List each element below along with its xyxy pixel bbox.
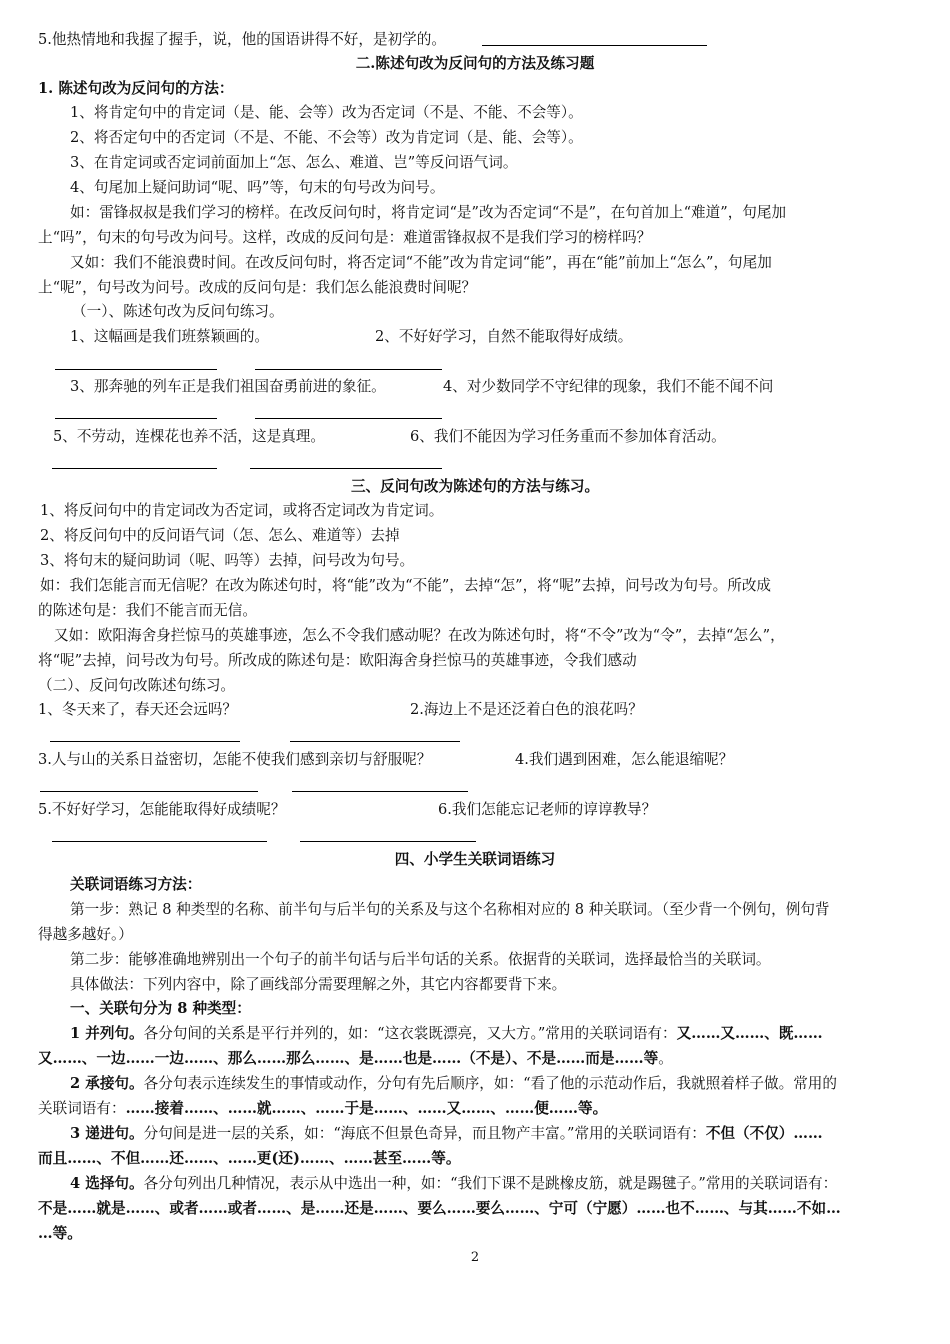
type-2-line [70, 1075, 837, 1093]
type-2-line [38, 1100, 607, 1118]
exercise-item: 2、不好好学习，自然不能取得好成绩。 [375, 328, 633, 345]
answer-blank [52, 841, 267, 842]
step-text: 得越多越好。） [38, 926, 133, 943]
type-1-line [70, 1025, 823, 1043]
section-2-method-heading: 1. 陈述句改为反问句的方法： [38, 80, 234, 97]
example-text: 将“呢”去掉，问号改为句号。所改成的陈述句是：欧阳海舍身拦惊马的英雄事迹，令我们感动 [38, 652, 637, 669]
example-text: 又如：我们不能浪费时间。在改反问句时，将否定词“不能”改为肯定词“能”，再在“能”前加上“怎么”，句尾加 [70, 254, 772, 271]
section-2-title: 二.陈述句改为反问句的方法及练习题 [355, 55, 595, 72]
type-description: 分句间是进一层的关系，如：“海底不但景色奇异，而且物产丰富。”常用的关联词语有： [143, 1125, 706, 1142]
exercise-line-5: 5.他热情地和我握了握手，说，他的国语讲得不好，是初学的。 [38, 31, 446, 48]
example-text: 的陈述句是：我们不能言而无信。 [38, 602, 257, 619]
type-lead: 关联词语有： [38, 1100, 126, 1117]
rule-item: 2、将反问句中的反问语气词（怎、怎么、难道等）去掉 [40, 527, 400, 544]
step-text: 第一步：熟记 8 种类型的名称、前半句与后半句的关系及与这个名称相对应的 8 种关联词。（至少背一个例句，例句背 [70, 901, 830, 918]
answer-blank [55, 418, 217, 419]
type-description: 各分句间的关系是平行并列的，如：“这衣裳既漂亮，又大方。”常用的关联词语有： [143, 1025, 677, 1042]
exercise-item: 4、对少数同学不守纪律的现象，我们不能不闻不问 [443, 378, 774, 395]
type-name: 4 选择句。 [70, 1175, 144, 1192]
connective-words: 又……、一边……一边……、那么……那么……、是……也是……（不是）、不是……而是……等 [38, 1050, 659, 1067]
exercise-item: 6、我们不能因为学习任务重而不参加体育活动。 [410, 428, 726, 445]
exercise-item: 5、不劳动，连棵花也养不活，这是真理。 [53, 428, 325, 445]
exercise-item: 3、那奔驰的列车正是我们祖国奋勇前进的象征。 [70, 378, 386, 395]
answer-blank [300, 841, 476, 842]
exercise-item: 3.人与山的关系日益密切，怎能不使我们感到亲切与舒服呢？ [38, 751, 432, 768]
type-4-line [70, 1175, 837, 1193]
section-3-title: 三、反问句改为陈述句的方法与练习。 [350, 478, 600, 495]
type-description: 各分句列出几种情况，表示从中选出一种，如：“我们下课不是跳橡皮筋，就是踢毽子。”常用的关联词语有： [143, 1175, 838, 1192]
exercise-item: 1、这幅画是我们班蔡颖画的。 [70, 328, 270, 345]
connective-words: ……接着……、……就……、……于是……、……又……、……便……等。 [125, 1100, 608, 1117]
example-text: 如：我们怎能言而无信呢？在改为陈述句时，将“能”改为“不能”，去掉“怎”，将“呢”去掉，问号改为句号。所改成 [40, 577, 772, 594]
rule-item: 1、将反问句中的肯定词改为否定词，或将否定词改为肯定词。 [40, 502, 444, 519]
type-1-line [38, 1050, 673, 1068]
connective-words: 不但（不仅）…… [705, 1125, 823, 1142]
practice-text: 具体做法：下列内容中，除了画线部分需要理解之外，其它内容都要背下来。 [70, 976, 567, 993]
method-heading: 关联词语练习方法： [70, 876, 202, 893]
rule-item: 3、将句末的疑问助词（呢、吗等）去掉，问号改为句号。 [40, 552, 415, 569]
answer-blank [55, 369, 217, 370]
answer-blank [482, 45, 707, 46]
connective-words: …等。 [38, 1225, 82, 1242]
answer-blank [255, 369, 442, 370]
exercise-item: 4.我们遇到困难，怎么能退缩呢？ [515, 751, 734, 768]
answer-blank [52, 468, 217, 469]
exercise-item: 5.不好好学习，怎能能取得好成绩呢？ [38, 801, 286, 818]
answer-blank [40, 791, 258, 792]
exercise-item: 6.我们怎能忘记老师的谆谆教导？ [438, 801, 657, 818]
exercise-heading: （二）、反问句改陈述句练习。 [38, 677, 236, 694]
answer-blank [292, 791, 468, 792]
answer-blank [50, 741, 240, 742]
connective-words: 而且……、不但……还……、……更(还)……、……甚至……等。 [38, 1150, 461, 1167]
example-text: 又如：欧阳海舍身拦惊马的英雄事迹，怎么不令我们感动呢？在改为陈述句时，将“不令”改为“令”，去掉“怎么”， [54, 627, 785, 644]
type-name: 2 承接句。 [70, 1075, 144, 1092]
connective-words: 不是……就是……、或者……或者……、是……还是……、要么……要么……、宁可（宁愿）……也不……、与其……不如… [38, 1200, 841, 1217]
example-text: 如：雷锋叔叔是我们学习的榜样。在改反问句时，将肯定词“是”改为否定词“不是”，在句首加上“难道”，句尾加 [70, 204, 787, 221]
rule-item: 3、在肯定词或否定词前面加上“怎、怎么、难道、岂”等反问语气词。 [70, 154, 518, 171]
type-name: 3 递进句。 [70, 1125, 144, 1142]
connective-words: 又……又……、既…… [676, 1025, 823, 1042]
rule-item: 4、句尾加上疑问助词“呢、吗”等，句末的句号改为问号。 [70, 179, 445, 196]
step-text: 第二步：能够准确地辨别出一个句子的前半句话与后半句话的关系。依据背的关联词，选择最恰当的关联词。 [70, 951, 771, 968]
example-text: 上“呢”，句号改为问号。改成的反问句是：我们怎么能浪费时间呢？ [38, 279, 477, 296]
section-4-title: 四、小学生关联词语练习 [394, 851, 556, 868]
answer-blank [255, 418, 442, 419]
exercise-item: 2.海边上不是还泛着白色的浪花吗？ [410, 701, 643, 718]
exercise-item: 1、冬天来了，春天还会远吗？ [38, 701, 238, 718]
type-3-line [70, 1125, 823, 1143]
exercise-heading: （一）、陈述句改为反问句练习。 [72, 303, 284, 320]
type-name: 1 并列句。 [70, 1025, 144, 1042]
rule-item: 2、将否定句中的否定词（不是、不能、不会等）改为肯定词（是、能、会等）。 [70, 129, 583, 146]
answer-blank [250, 468, 442, 469]
punctuation: 。 [658, 1050, 673, 1067]
example-text: 上“吗”，句末的句号改为问号。这样，改成的反问句是：难道雷锋叔叔不是我们学习的榜样吗？ [38, 229, 652, 246]
types-heading: 一、关联句分为 8 种类型： [70, 1000, 251, 1017]
page-number: 2 [470, 1250, 480, 1265]
type-description: 各分句表示连续发生的事情或动作，分句有先后顺序，如：“看了他的示范动作后，我就照着样子做。常用的 [143, 1075, 837, 1092]
answer-blank [290, 741, 460, 742]
rule-item: 1、将肯定句中的肯定词（是、能、会等）改为否定词（不是、不能、不会等）。 [70, 104, 583, 121]
